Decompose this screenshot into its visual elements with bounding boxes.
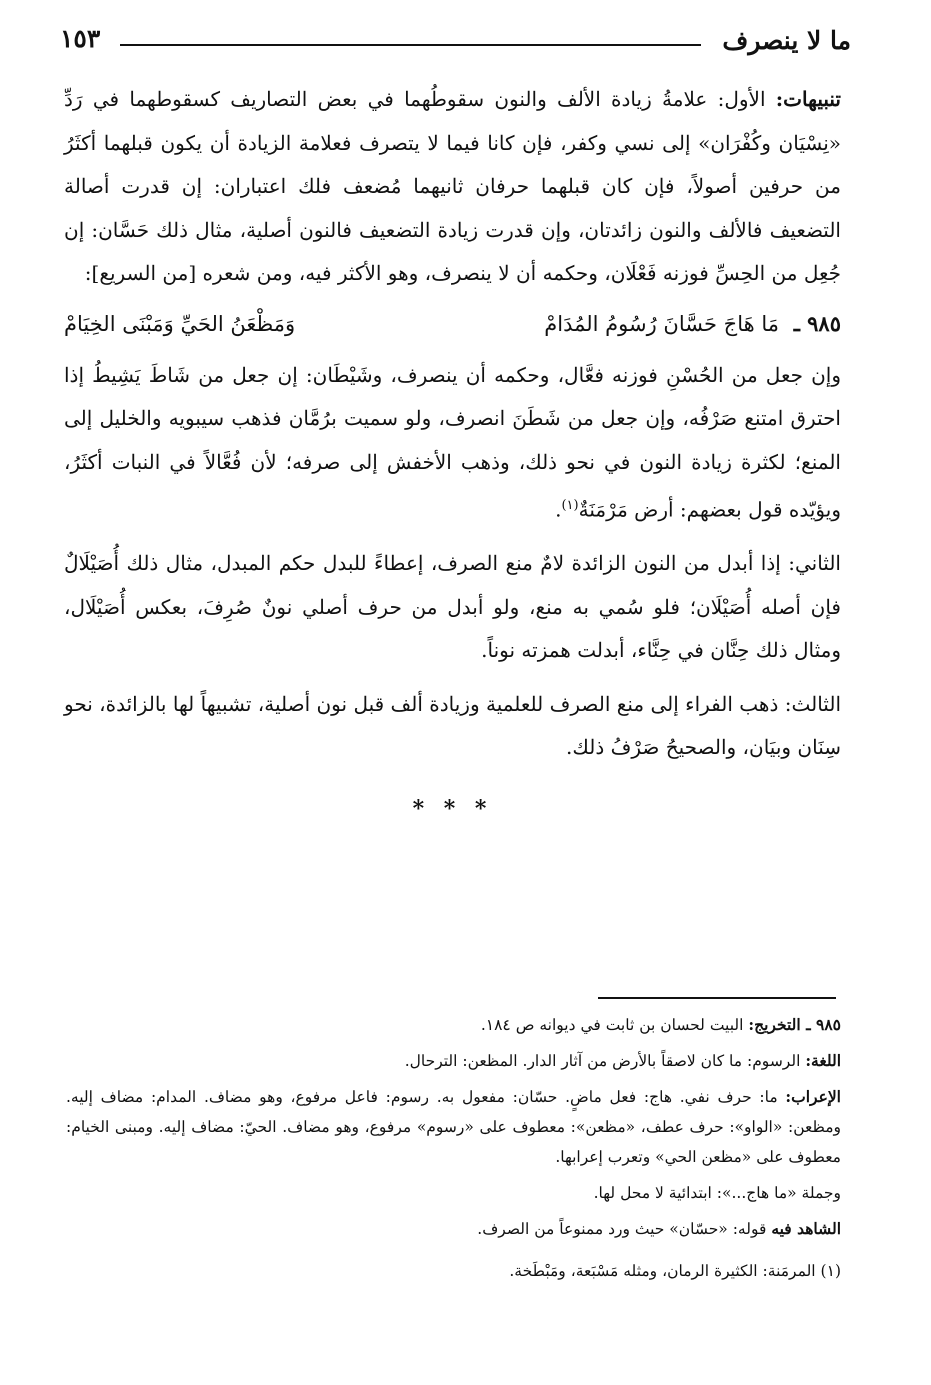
paragraph-tanbihat [64, 78, 841, 296]
verse-first-half [468, 304, 842, 344]
paragraph-third [64, 683, 841, 770]
paragraph-gap [64, 532, 841, 542]
note1-label: (١) [820, 1262, 841, 1280]
note1-text: المرمَنة: الكثيرة الرمان، ومثله مَسْبَعة، ومَبْطَخة. [509, 1262, 816, 1280]
tanbihat-text: الأول: علامةُ زيادة الألف والنون سقوطُهما في بعض التصاريف كسقوطهما في رَدِّ «نِسْيَان وكُفْرَان» إلى نسي وكفر، فإن كانا فيما لا يتصرف فعلامة الزيادة أن يكون قبلهما أكثَرُ من حرفين أصولاً، فإن كان قبلهما حرفان ثانيهما مُضعف فلك اعتباران: إن قدرت أصالة التضعيف فالألف والنون زائدتان، وإن قدرت زيادة التضعيف فالنون أصلية، مثال ذلك حَسَّان: إن جُعِل من الحِسِّ فوزنه فَعْلَان، وحكمه أن لا ينصرف، وهو الأكثر فيه، ومن شعره [من السريع]: [64, 87, 841, 285]
third-text: الثالث: ذهب الفراء إلى منع الصرف للعلمية وزيادة ألف قبل نون أصلية، تشبيهاً لها بالزائدة، نحو سِنَان وبيَان، والصحيحُ صَرْفُ ذلك. [63, 691, 841, 760]
lugha-label: اللغة: [805, 1051, 841, 1070]
irab-label: الإعراب: [785, 1087, 841, 1106]
hemistich-2: وَمَظْعَنُ الحَيِّ وَمَبْنَى الخِيَامْ [64, 311, 296, 336]
section-separator: * * * [412, 795, 493, 822]
footnote-takhrij [66, 1010, 841, 1040]
footnote-1 [66, 1256, 841, 1286]
chapter-title: ما لا ينصرف [722, 26, 851, 55]
footnote-shahid [66, 1214, 841, 1244]
irab-text: ما: حرف نفي. هاج: فعل ماضٍ. حسّان: مفعول به. رسوم: فاعل مرفوع، وهو مضاف. المدام: مضاف إليه. ومظعن: «الواو»: حرف عطف، «مظعن»: معطوف على «رسوم» مرفوع، وهو مضاف. الحيّ: مضاف إليه. ومبنى الخيام: معطوف على «مظعن الحي» وتعرب إعرابها. [66, 1088, 841, 1166]
footnote-lugha [66, 1046, 841, 1076]
paragraph-second [64, 542, 841, 673]
footnote-rule [598, 997, 836, 999]
verse-number: ٩٨٥ ـ [793, 310, 841, 336]
footnote-ref-1[interactable]: (١) [561, 498, 579, 513]
footnote-irab [66, 1082, 841, 1172]
footnote-jumla [66, 1178, 841, 1208]
header-rule [120, 44, 701, 46]
second-text: الثاني: إذا أبدل من النون الزائدة لامٌ منع الصرف، إعطاءً للبدل حكم المبدل، مثال ذلك أُصَيْلَالٌ فإن أصله أُصَيْلَان؛ فلو سُمي به منع، ولو أبدل من حرف أصلي نونٌ صُرِفَ، بعكس أُصَيْلَال، ومثال ذلك حِنَّان في حِنَّاء، أبدلت همزته نوناً. [64, 551, 841, 663]
page-number: ١٥٣ [60, 24, 101, 53]
verse-985 [64, 304, 841, 344]
footnotes [66, 1010, 841, 1292]
takhrij-label: ٩٨٥ ـ التخريج: [748, 1015, 841, 1034]
paragraph-hasan: وإن جعل من الحُسْنِ فوزنه فعَّال، وحكمه أن ينصرف، وشَيْطَان: إن جعل من شَاطَ يَشِيطُ إذا احترق امتنع صَرْفُه، وإن جعل من شَطَنَ انصرف، ولو سميت برُمَّان فذهب سيبويه والخليل إلى المنع؛ لكثرة زيادة النون في نحو ذلك، وذهب الأخفش إلى صرفه؛ لأن فُعَّالاً في النبات أكثَرُ، ويؤيّده قول بعضهم: أرض مَرْمَنَةٌ$^{(١)}$. [64, 362, 841, 522]
lugha-text: الرسوم: ما كان لاصقاً بالأرض من آثار الدار. المظعن: الترحال. [404, 1052, 801, 1070]
jumla-text: وجملة «ما هاج...»: ابتدائية لا محل لها. [593, 1184, 841, 1202]
tanbihat-label: تنبيهات: [775, 87, 841, 111]
hemistich-1: مَا هَاجَ حَسَّانَ رُسُومُ المُدَامْ [544, 311, 779, 336]
verse-second-half [64, 304, 438, 344]
shahid-text: قوله: «حسّان» حيث ورد ممنوعاً من الصرف. [477, 1220, 767, 1238]
main-text [64, 78, 841, 831]
paragraph-gap [64, 673, 841, 683]
page-header [60, 22, 851, 62]
takhrij-text: البيت لحسان بن ثابت في ديوانه ص ١٨٤. [480, 1016, 744, 1034]
shahid-label: الشاهد فيه [771, 1219, 841, 1238]
hasan-text: وإن جعل من الحُسْنِ فوزنه فعَّال، وحكمه أن ينصرف، وشَيْطَان: إن جعل من شَاطَ يَشِيطُ إذا احترق امتنع صَرْفُه، وإن جعل من شَطَنَ انصرف، ولو سميت برُمَّان فذهب سيبويه والخليل إلى المنع؛ لكثرة زيادة النون في نحو ذلك، وذهب الأخفش إلى صرفه؛ لأن فُعَّالاً في النبات أكثَرُ، ويؤيّده قول بعضهم: أرض مَرْمَنَةٌ [64, 362, 841, 522]
